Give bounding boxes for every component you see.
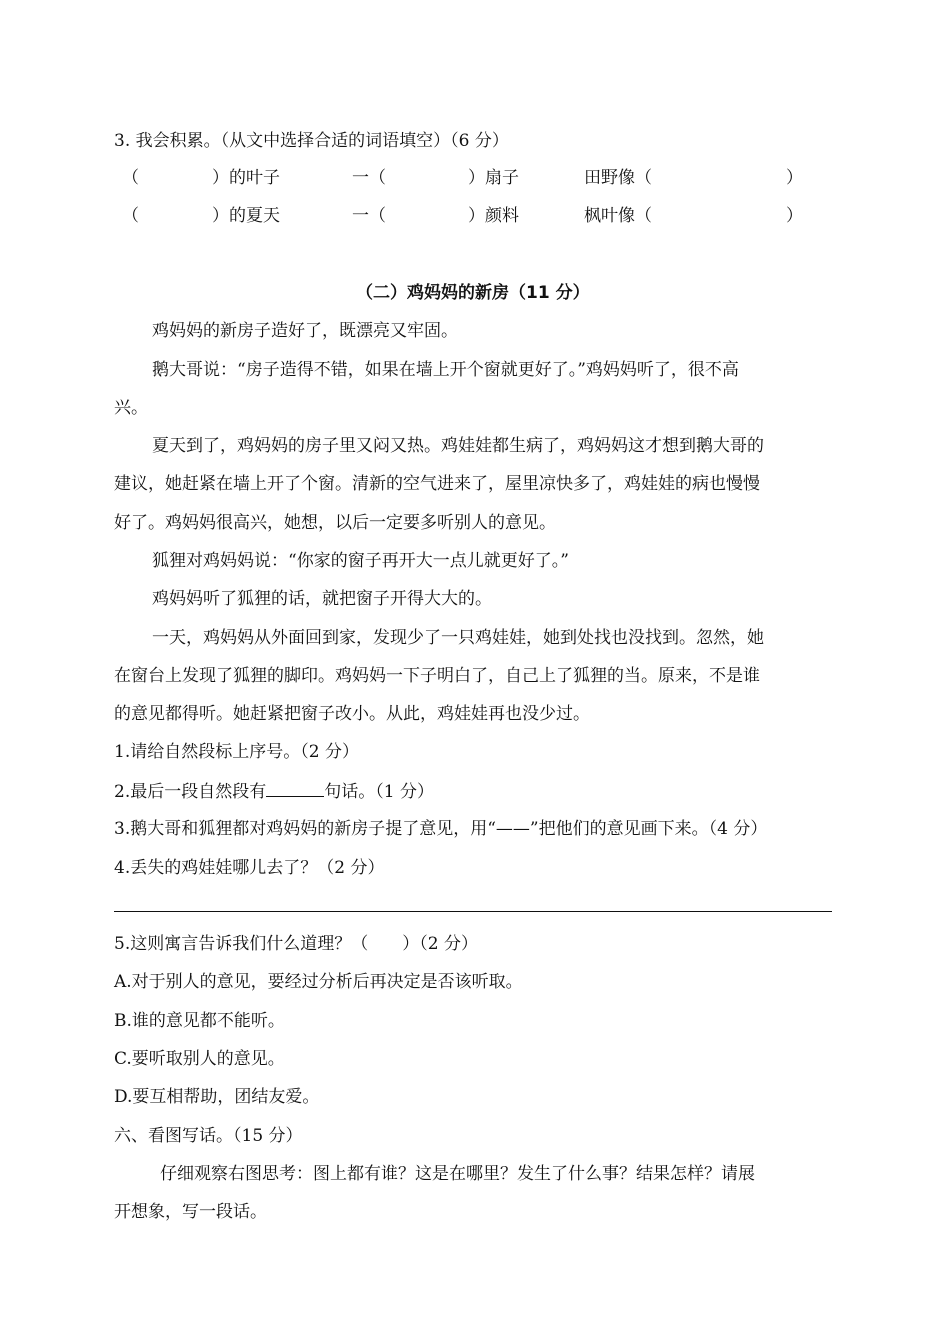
fill-open-paren: （ xyxy=(122,168,139,188)
passage-line: 好了。鸡妈妈很高兴，她想，以后一定要多听别人的意见。 xyxy=(114,513,556,533)
fill-phrase: ）的叶子 xyxy=(212,168,280,188)
answer-line[interactable] xyxy=(114,911,832,912)
fill-row-1 xyxy=(116,167,836,189)
fill-close-paren: ） xyxy=(786,168,803,188)
section-6-heading: 六、看图写话。（15 分） xyxy=(114,1126,303,1146)
passage-line: 夏天到了，鸡妈妈的房子里又闷又热。鸡娃娃都生病了，鸡妈妈这才想到鹅大哥的 xyxy=(152,436,764,456)
fill-phrase: ）的夏天 xyxy=(212,206,280,226)
question-2-blank[interactable] xyxy=(266,780,324,797)
fill-phrase: ）颜料 xyxy=(468,206,519,226)
passage-title: （二）鸡妈妈的新房（11 分） xyxy=(356,283,590,303)
fill-row-2 xyxy=(116,205,836,227)
q3-heading: 3. 我会积累。（从文中选择合适的词语填空）（6 分） xyxy=(114,131,509,151)
passage-line: 鸡妈妈听了狐狸的话，就把窗子开得大大的。 xyxy=(152,589,492,609)
passage-line: 兴。 xyxy=(114,398,148,418)
fill-phrase: 枫叶像（ xyxy=(584,206,652,226)
question-3: 3.鹅大哥和狐狸都对鸡妈妈的新房子提了意见，用“——”把他们的意见画下来。（4 分） xyxy=(114,819,768,839)
section-6-line: 开想象，写一段话。 xyxy=(114,1202,267,1222)
section-6-line: 仔细观察右图思考：图上都有谁？这是在哪里？发生了什么事？结果怎样？请展 xyxy=(160,1164,755,1184)
option-d: D.要互相帮助，团结友爱。 xyxy=(114,1087,320,1107)
option-a: A.对于别人的意见，要经过分析后再决定是否该听取。 xyxy=(114,972,523,992)
passage-line: 一天，鸡妈妈从外面回到家，发现少了一只鸡娃娃，她到处找也没找到。忽然，她 xyxy=(152,628,764,648)
fill-close-paren: ） xyxy=(786,206,803,226)
fill-open-paren: （ xyxy=(122,206,139,226)
passage-line: 的意见都得听。她赶紧把窗子改小。从此，鸡娃娃再也没少过。 xyxy=(114,704,590,724)
fill-phrase: 一（ xyxy=(352,168,386,188)
passage-line: 建议，她赶紧在墙上开了个窗。清新的空气进来了，屋里凉快多了，鸡娃娃的病也慢慢 xyxy=(114,474,760,494)
fill-phrase: 一（ xyxy=(352,206,386,226)
question-2-text: 2.最后一段自然段有 xyxy=(114,782,267,802)
fill-phrase: 田野像（ xyxy=(584,168,652,188)
fill-phrase: ）扇子 xyxy=(468,168,519,188)
passage-line: 狐狸对鸡妈妈说：“你家的窗子再开大一点儿就更好了。” xyxy=(152,551,569,571)
question-2 xyxy=(114,780,434,803)
option-c: C.要听取别人的意见。 xyxy=(114,1049,285,1069)
option-b: B.谁的意见都不能听。 xyxy=(114,1011,285,1031)
question-2-text-end: 句话。（1 分） xyxy=(324,782,434,802)
question-5: 5.这则寓言告诉我们什么道理？（ ）（2 分） xyxy=(114,934,478,954)
passage-line: 鸡妈妈的新房子造好了，既漂亮又牢固。 xyxy=(152,321,458,341)
question-4: 4.丢失的鸡娃娃哪儿去了？（2 分） xyxy=(114,858,385,878)
question-1: 1.请给自然段标上序号。（2 分） xyxy=(114,742,359,762)
passage-line: 在窗台上发现了狐狸的脚印。鸡妈妈一下子明白了，自己上了狐狸的当。原来，不是谁 xyxy=(114,666,760,686)
passage-line: 鹅大哥说：“房子造得不错，如果在墙上开个窗就更好了。”鸡妈妈听了，很不高 xyxy=(152,360,739,380)
